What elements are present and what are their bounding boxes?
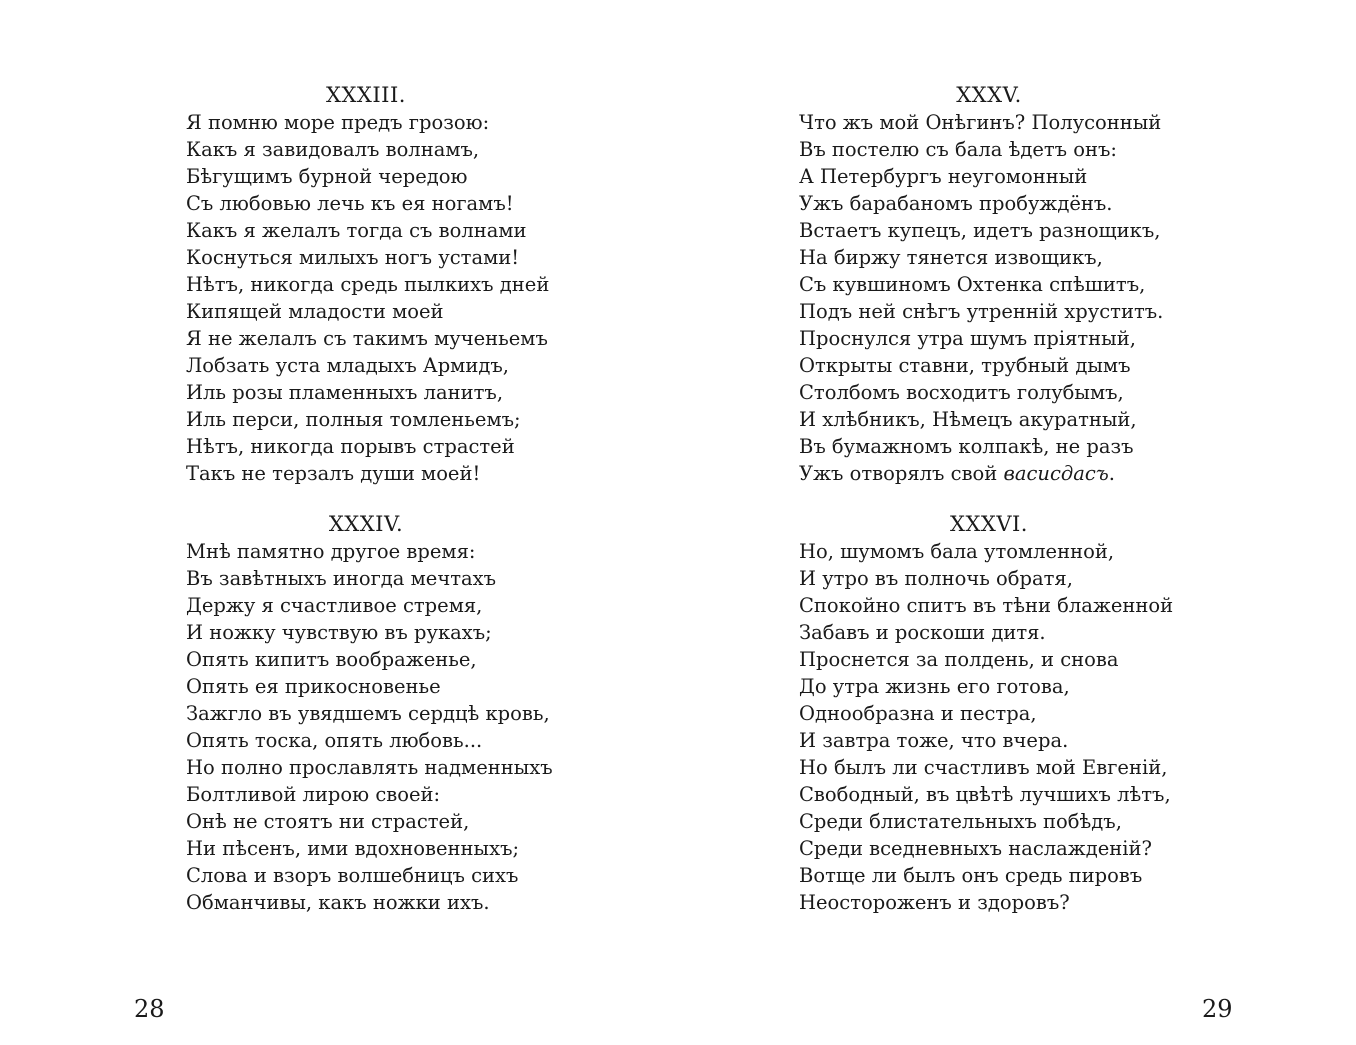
verse-line: Какъ я желалъ тогда съ волнами — [186, 219, 527, 242]
verse-line: Подъ ней снѣгъ утренній хруститъ. — [799, 300, 1164, 323]
right-page — [678, 0, 1356, 1045]
verse-line-italic-word: васисдасъ — [1003, 462, 1109, 485]
stanza-title: XXXIV. — [328, 512, 404, 536]
verse-line: Открыты ставни, трубный дымъ — [799, 354, 1131, 377]
verse-line: Проснулся утра шумъ пріятный, — [799, 327, 1136, 350]
verse-line: На биржу тянется извощикъ, — [799, 246, 1103, 269]
stanza-xxxiv — [186, 511, 553, 916]
stanza-lines — [799, 538, 1179, 916]
stanza-xxxiii — [186, 82, 550, 487]
verse-line: Я помню море предъ грозою: — [186, 111, 490, 134]
verse-line: Опять тоска, опять любовь... — [186, 729, 483, 752]
verse-line: Въ завѣтныхъ иногда мечтахъ — [186, 567, 497, 590]
verse-line-end: . — [1108, 462, 1115, 485]
verse-line: И завтра тоже, что вчера. — [799, 729, 1069, 752]
stanza-title: XXXVI. — [950, 512, 1028, 536]
verse-line: До утра жизнь его готова, — [799, 675, 1070, 698]
verse-line: Въ постелю съ бала ѣдетъ онъ: — [799, 138, 1117, 161]
verse-line: Я не желалъ съ такимъ мученьемъ — [186, 327, 548, 350]
verse-line: Бѣгущимъ бурной чередою — [186, 165, 468, 188]
verse-line: И ножку чувствую въ рукахъ; — [186, 621, 492, 644]
verse-line: Нѣтъ, никогда средь пылкихъ дней — [186, 273, 550, 296]
verse-line: Съ любовью лечь къ ея ногамъ! — [186, 192, 514, 215]
verse-line: А Петербургъ неугомонный — [799, 165, 1088, 188]
verse-line: Опять ея прикосновенье — [186, 675, 441, 698]
verse-line — [799, 460, 1179, 487]
verse-line: Среди вседневныхъ наслажденій? — [799, 837, 1152, 860]
verse-line: И хлѣбникъ, Нѣмецъ акуратный, — [799, 408, 1137, 431]
stanza-xxxvi — [799, 511, 1179, 916]
verse-line: Лобзать уста младыхъ Армидъ, — [186, 354, 509, 377]
verse-line: Неостороженъ и здоровъ? — [799, 891, 1070, 914]
verse-line: Столбомъ восходитъ голубымъ, — [799, 381, 1124, 404]
verse-line: Слова и взоръ волшебницъ сихъ — [186, 864, 519, 887]
verse-line: Болтливой лирою своей: — [186, 783, 441, 806]
stanza-xxxv — [799, 82, 1179, 487]
page-number: 29 — [1202, 995, 1233, 1023]
verse-line: Но, шумомъ бала утомленной, — [799, 540, 1115, 563]
verse-line: Спокойно спитъ въ тѣни блаженной — [799, 594, 1174, 617]
verse-line: Зажгло въ увядшемъ сердцѣ кровь, — [186, 702, 550, 725]
verse-line: Проснется за полдень, и снова — [799, 648, 1119, 671]
stanza-lines — [186, 538, 553, 916]
stanza-title: XXXIII. — [326, 83, 406, 107]
verse-line: Мнѣ памятно другое время: — [186, 540, 476, 563]
verse-line: И утро въ полночь обратя, — [799, 567, 1073, 590]
verse-line: Забавъ и роскоши дитя. — [799, 621, 1046, 644]
verse-line: Такъ не терзалъ души моей! — [186, 462, 481, 485]
verse-line: Но полно прославлять надменныхъ — [186, 756, 553, 779]
verse-line: Кипящей младости моей — [186, 300, 444, 323]
verse-line: Какъ я завидовалъ волнамъ, — [186, 138, 480, 161]
verse-line-start: Ужъ отворялъ свой — [799, 462, 1004, 485]
stanza-lines — [186, 109, 550, 487]
verse-line: Обманчивы, какъ ножки ихъ. — [186, 891, 490, 914]
verse-line: Въ бумажномъ колпакѣ, не разъ — [799, 435, 1134, 458]
verse-line: Ужъ барабаномъ пробуждёнъ. — [799, 192, 1113, 215]
verse-line: Однообразна и пестра, — [799, 702, 1037, 725]
verse-line: Встаетъ купецъ, идетъ разнощикъ, — [799, 219, 1161, 242]
stanza-lines — [799, 109, 1179, 487]
verse-line: Держу я счастливое стремя, — [186, 594, 483, 617]
page-number: 28 — [134, 995, 165, 1023]
verse-line: Вотще ли былъ онъ средь пировъ — [799, 864, 1143, 887]
verse-line: Нѣтъ, никогда порывъ страстей — [186, 435, 515, 458]
verse-line: Свободный, въ цвѣтѣ лучшихъ лѣтъ, — [799, 783, 1171, 806]
verse-line: Среди блистательныхъ побѣдъ, — [799, 810, 1122, 833]
verse-line: Иль перси, полныя томленьемъ; — [186, 408, 521, 431]
verse-line: Что жъ мой Онѣгинъ? Полусонный — [799, 111, 1162, 134]
verse-line: Иль розы пламенныхъ ланитъ, — [186, 381, 504, 404]
verse-line: Но былъ ли счастливъ мой Евгеній, — [799, 756, 1168, 779]
stanza-title: XXXV. — [956, 83, 1022, 107]
verse-line: Коснуться милыхъ ногъ устами! — [186, 246, 520, 269]
verse-line: Онѣ не стоятъ ни страстей, — [186, 810, 470, 833]
verse-line: Ни пѣсенъ, ими вдохновенныхъ; — [186, 837, 520, 860]
verse-line: Съ кувшиномъ Охтенка спѣшитъ, — [799, 273, 1146, 296]
verse-line: Опять кипитъ воображенье, — [186, 648, 477, 671]
